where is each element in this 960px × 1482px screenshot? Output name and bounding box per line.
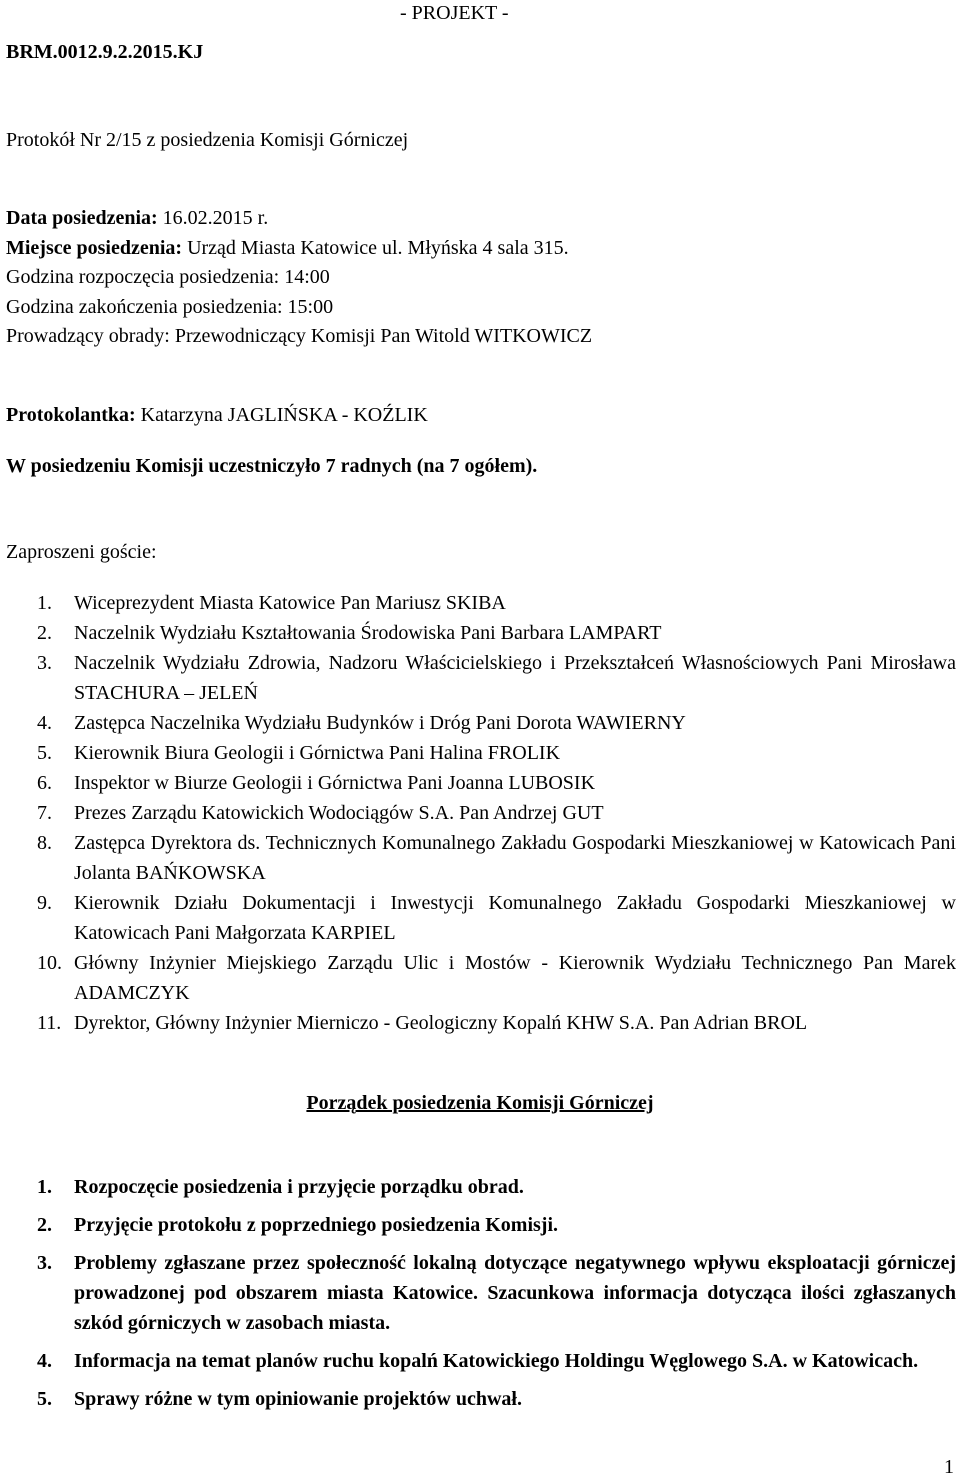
list-item (6, 1384, 956, 1414)
guests-heading: Zaproszeni goście: (6, 541, 157, 563)
list-item-number: 2. (37, 1214, 52, 1236)
list-item-number: 10. (37, 952, 62, 974)
document-reference: BRM.0012.9.2.2015.KJ (6, 41, 204, 63)
list-item-text: Zastępca Naczelnika Wydziału Budynków i Dróg Pani Dorota WAWIERNY (74, 712, 686, 734)
list-item-text: Kierownik Działu Dokumentacji i Inwestycji Komunalnego Zakładu Gospodarki Mieszkaniowej w Katowicach Pani Małgorzata KARPIEL (74, 892, 956, 944)
agenda-title (0, 1088, 960, 1118)
list-item-number: 9. (37, 892, 52, 914)
meeting-start (6, 262, 330, 292)
meeting-end-label: Godzina zakończenia posiedzenia: (6, 296, 283, 318)
list-item-text: Informacja na temat planów ruchu kopalń Katowickiego Holdingu Węglowego S.A. w Katowicach. (74, 1350, 919, 1372)
list-item-number: 1. (37, 1176, 52, 1198)
list-item (6, 888, 956, 948)
meeting-recorder (6, 400, 428, 430)
list-item-text: Prezes Zarządu Katowickich Wodociągów S.A. Pan Andrzej GUT (74, 802, 604, 824)
list-item-text: Problemy zgłaszane przez społeczność lokalną dotyczące negatywnego wpływu eksploatacji górniczej prowadzonej pod obszarem miasta Katowice. Szacunkowa informacja dotycząca ilości zgłaszanych szkód górniczych w zasobach miasta. (74, 1252, 956, 1334)
list-item-number: 1. (37, 592, 52, 614)
list-item (6, 768, 956, 798)
list-item-number: 3. (37, 652, 52, 674)
meeting-date-value: 16.02.2015 r. (162, 207, 269, 229)
list-item-text: Sprawy różne w tym opiniowanie projektów uchwał. (74, 1388, 522, 1410)
list-item (6, 1210, 956, 1240)
list-item-text: Rozpoczęcie posiedzenia i przyjęcie porządku obrad. (74, 1176, 524, 1198)
meeting-chair (6, 321, 592, 351)
list-item-text: Przyjęcie protokołu z poprzedniego posiedzenia Komisji. (74, 1214, 559, 1236)
meeting-chair-label: Prowadzący obrady: (6, 325, 170, 347)
meeting-recorder-value: Katarzyna JAGLIŃSKA - KOŹLIK (140, 404, 428, 426)
meeting-recorder-label: Protokolantka: (6, 404, 136, 426)
list-item-text: Naczelnik Wydziału Zdrowia, Nadzoru Właścicielskiego i Przekształceń Własnościowych Pani Mirosława STACHURA – JELEŃ (74, 652, 956, 704)
attendance-note: W posiedzeniu Komisji uczestniczyło 7 radnych (na 7 ogółem). (6, 455, 538, 477)
meeting-end-value: 15:00 (287, 296, 334, 318)
list-item (6, 1248, 956, 1338)
meeting-place-label: Miejsce posiedzenia: (6, 237, 183, 259)
list-item-number: 5. (37, 742, 52, 764)
list-item-text: Zastępca Dyrektora ds. Technicznych Komunalnego Zakładu Gospodarki Mieszkaniowej w Katowicach Pani Jolanta BAŃKOWSKA (74, 832, 956, 884)
draft-label: - PROJEKT - (400, 2, 509, 24)
guests-list (6, 588, 956, 1038)
list-item-number: 3. (37, 1252, 52, 1274)
list-item (6, 648, 956, 708)
list-item-text: Kierownik Biura Geologii i Górnictwa Pani Halina FROLIK (74, 742, 561, 764)
list-item-number: 11. (37, 1012, 62, 1034)
list-item (6, 1172, 956, 1202)
list-item-number: 4. (37, 712, 52, 734)
document-title: Protokół Nr 2/15 z posiedzenia Komisji Górniczej (6, 129, 409, 151)
list-item-number: 8. (37, 832, 52, 854)
list-item (6, 618, 956, 648)
page-number: 1 (944, 1456, 954, 1478)
agenda-list (6, 1172, 956, 1422)
list-item (6, 1346, 956, 1376)
meeting-end (6, 292, 333, 322)
list-item (6, 738, 956, 768)
list-item (6, 798, 956, 828)
list-item-number: 5. (37, 1388, 52, 1410)
list-item (6, 828, 956, 888)
list-item (6, 948, 956, 1008)
agenda-title-text: Porządek posiedzenia Komisji Górniczej (306, 1092, 654, 1114)
list-item-number: 6. (37, 772, 52, 794)
list-item-number: 4. (37, 1350, 52, 1372)
list-item (6, 1008, 956, 1038)
list-item-text: Inspektor w Biurze Geologii i Górnictwa Pani Joanna LUBOSIK (74, 772, 596, 794)
list-item (6, 708, 956, 738)
list-item-text: Główny Inżynier Miejskiego Zarządu Ulic i Mostów - Kierownik Wydziału Technicznego Pan Marek ADAMCZYK (74, 952, 956, 1004)
list-item-text: Wiceprezydent Miasta Katowice Pan Mariusz SKIBA (74, 592, 506, 614)
list-item (6, 588, 956, 618)
meeting-date (6, 203, 268, 233)
list-item-text: Dyrektor, Główny Inżynier Mierniczo - Geologiczny Kopalń KHW S.A. Pan Adrian BROL (74, 1012, 808, 1034)
meeting-place (6, 233, 569, 263)
meeting-place-value: Urząd Miasta Katowice ul. Młyńska 4 sala 315. (187, 237, 569, 259)
meeting-start-value: 14:00 (284, 266, 330, 288)
list-item-number: 2. (37, 622, 52, 644)
list-item-number: 7. (37, 802, 52, 824)
meeting-date-label: Data posiedzenia: (6, 207, 158, 229)
meeting-chair-value: Przewodniczący Komisji Pan Witold WITKOWICZ (174, 325, 593, 347)
meeting-start-label: Godzina rozpoczęcia posiedzenia: (6, 266, 280, 288)
list-item-text: Naczelnik Wydziału Kształtowania Środowiska Pani Barbara LAMPART (74, 622, 662, 644)
